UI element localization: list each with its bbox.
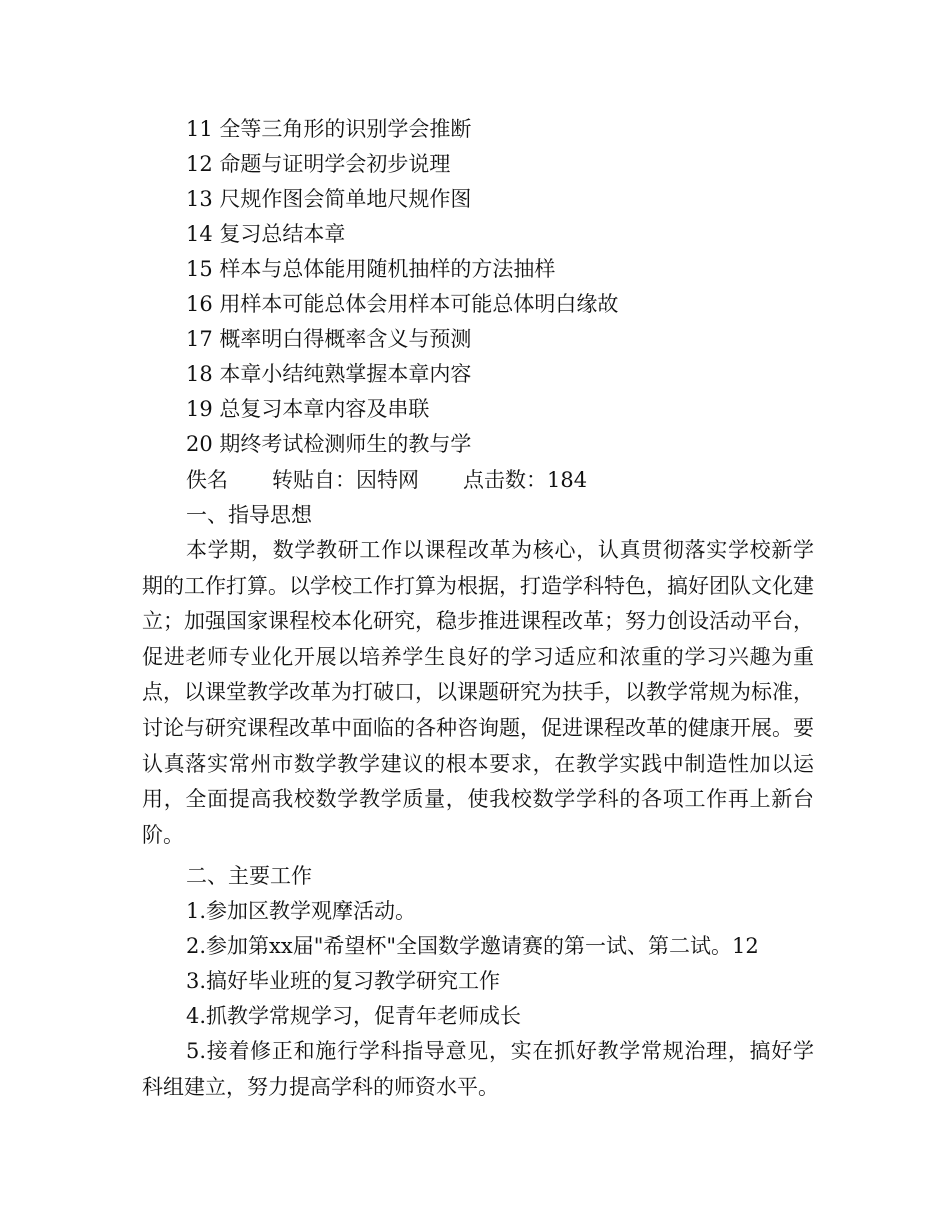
schedule-item: 13 尺规作图会简单地尺规作图: [186, 187, 472, 211]
section-heading-main-work: 二、主要工作: [186, 864, 312, 888]
schedule-item: 16 用样本可能总体会用样本可能总体明白缘故: [186, 292, 619, 316]
source-label: 转贴自：因特网: [272, 468, 419, 492]
schedule-item: 15 样本与总体能用随机抽样的方法抽样: [186, 257, 556, 281]
schedule-item: 12 命题与证明学会初步说理: [186, 152, 451, 176]
schedule-item: 18 本章小结纯熟掌握本章内容: [186, 362, 472, 386]
click-count: 点击数：184: [463, 468, 588, 492]
schedule-item: 20 期终考试检测师生的教与学: [186, 432, 472, 456]
schedule-item: 17 概率明白得概率含义与预测: [186, 327, 472, 351]
main-work-item: 2.参加第xx届"希望杯"全国数学邀请赛的第一试、第二试。12: [186, 934, 759, 958]
main-work-item: 5.接着修正和施行学科指导意见，实在抓好教学常规治理，搞好学科组建立，努力提高学科的师资水平。: [142, 1039, 814, 1099]
section-heading-guiding-ideology: 一、指导思想: [186, 503, 312, 527]
main-work-item: 1.参加区教学观摩活动。: [186, 899, 417, 923]
main-work-item: 4.抓教学常规学习，促青年老师成长: [186, 1004, 522, 1028]
guiding-ideology-paragraph: 本学期，数学教研工作以课程改革为核心，认真贯彻落实学校新学期的工作打算。以学校工作打算为根据，打造学科特色，搞好团队文化建立；加强国家课程校本化研究，稳步推进课程改革；努力创设活动平台，促进老师专业化开展以培养学生良好的学习适应和浓重的学习兴趣为重点，以课堂教学改革为打破口，以课题研究为扶手，以教学常规为标准，讨论与研究课程改革中面临的各种咨询题，促进课程改革的健康开展。要认真落实常州市数学教学建议的根本要求，在教学实践中制造性加以运用，全面提高我校数学教学质量，使我校数学学科的各项工作再上新台阶。: [142, 538, 814, 847]
schedule-item: 19 总复习本章内容及串联: [186, 397, 430, 421]
article-meta: [186, 463, 587, 498]
schedule-item: 11 全等三角形的识别学会推断: [186, 117, 472, 141]
main-work-item: 3.搞好毕业班的复习教学研究工作: [186, 969, 501, 993]
schedule-item: 14 复习总结本章: [186, 222, 346, 246]
author-label: 佚名: [186, 468, 228, 492]
